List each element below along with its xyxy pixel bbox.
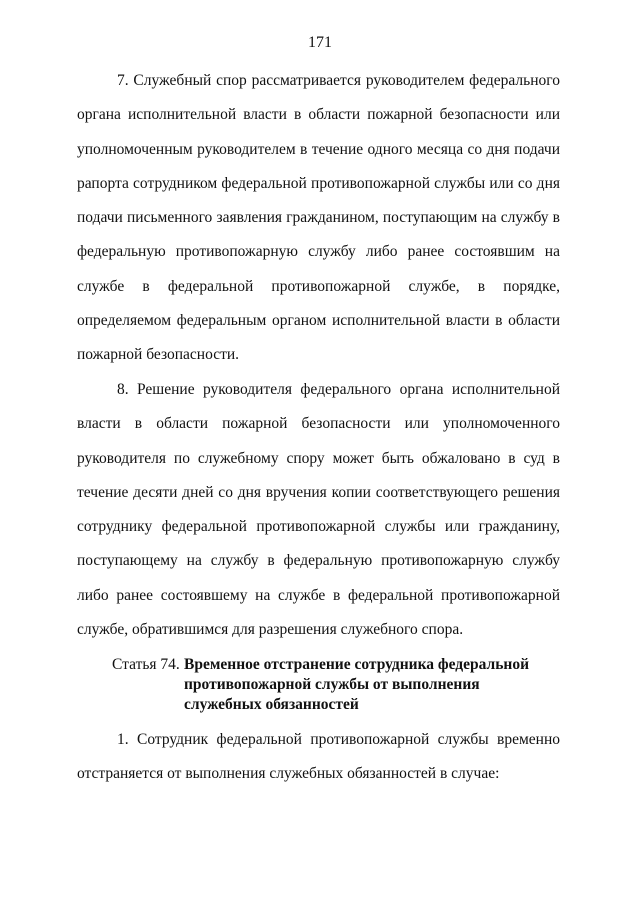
paragraph-8: 8. Решение руководителя федерального органа исполнительной власти в области пожарной безопасности или уполномоченного руководителя по служебному спору может быть обжаловано в суд в течение десяти дней со дня вручения копии соответствующего решения сотруднику федеральной противопожарной службы или гражданину, поступающему на службу в федеральную противопожарную службу либо ранее состоявшему на службе в федеральной противопожарной службе, обратившимся для разрешения служебного спора.	[77, 381, 560, 639]
article-label: Статья 74.	[112, 656, 180, 673]
article-title-line: противопожарной службы от выполнения	[184, 676, 480, 693]
article-title-line: служебных обязанностей	[184, 696, 359, 713]
article-title	[184, 655, 574, 715]
article-title-line: Временное отстранение сотрудника федеральной	[184, 656, 530, 673]
paragraph-7: 7. Служебный спор рассматривается руководителем федерального органа исполнительной власти в области пожарной безопасности или уполномоченным руководителем в течение одного месяца со дня подачи рапорта сотрудником федеральной противопожарной службы или со дня подачи письменного заявления гражданином, поступающим на службу в федеральную противопожарную службу либо ранее состоявшим на службе в федеральной противопожарной службе, в порядке, определяемом федеральным органом исполнительной власти в области пожарной безопасности.	[77, 72, 560, 364]
page-number: 171	[308, 34, 332, 51]
article-paragraph-1: 1. Сотрудник федеральной противопожарной службы временно отстраняется от выполнения служебных обязанностей в случае:	[77, 731, 560, 783]
